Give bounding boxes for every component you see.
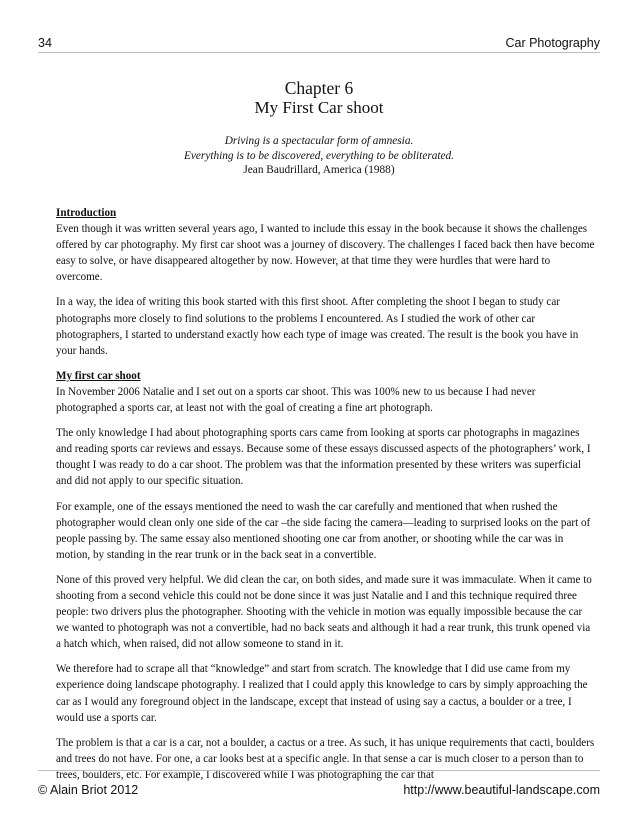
page-footer [38, 770, 600, 805]
paragraph: The problem is that a car is a car, not a boulder, a cactus or a tree. As such, it has unique requirements that cacti, boulders and trees do not have. For one, a car looks best at a specific angle. In that sense a car is much closer to a person than to trees, boulders, etc. For example, I discovered while I was photographing the car that [56, 736, 595, 781]
paragraph: Even though it was written several years ago, I wanted to include this essay in the book because it shows the challenges offered by car photography. My first car shoot was a journey of discovery. The challenges I faced back then have become easy to solve, or have disappeared altogether by now. However, at that time they were hurdles that were hard to overcome. [56, 223, 595, 284]
running-title: Car Photography [505, 36, 600, 50]
chapter-heading [0, 78, 638, 118]
page-number: 34 [38, 36, 52, 50]
epigraph-attribution: Jean Baudrillard, America (1988) [243, 164, 395, 176]
section-heading-first-car-shoot: My first car shoot [56, 369, 141, 382]
section-heading-introduction: Introduction [56, 207, 117, 219]
paragraph: We therefore had to scrape all that “knowledge” and start from scratch. The knowledge that I did use came from my experience doing landscape photography. I realized that I could apply this knowledge to cars by simply approaching the car as I would any foreground object in the landscape, except that instead of using say a cactus, a boulder or a tree, I would use a sports car. [56, 663, 588, 724]
paragraph: For example, one of the essays mentioned the need to wash the car carefully and mentioned that when rushed the photographer would clean only one side of the car –the side facing the camera—leading to surprised looks on the part of people passing by. The same essay also mentioned shooting one car from another, or shooting while the car was in motion, by standing in the rear trunk or in the back seat in a convertible. [56, 500, 591, 561]
page-header [38, 30, 600, 53]
paragraph: In a way, the idea of writing this book started with this first shoot. After completing the shoot I began to study car photographs more closely to find solutions to the problems I encountered. As I studied the work of other car photographers, I started to understand exactly how each type of image was created. The result is the book you have in your hands. [56, 296, 579, 357]
epigraph [0, 134, 638, 178]
chapter-title: My First Car shoot [254, 98, 384, 117]
epigraph-line-1: Driving is a spectacular form of amnesia. [224, 135, 414, 147]
copyright-notice: © Alain Briot 2012 [38, 783, 139, 797]
paragraph: The only knowledge I had about photographing sports cars came from looking at sports car photographs in magazines and reading sports car reviews and essays. Because some of these essays discussed aspects of the photographers’ work, I thought I was ready to do a car shoot. The problem was that the information presented by these writers was superficial and did not apply to our specific situation. [56, 427, 591, 488]
website-url: http://www.beautiful-landscape.com [403, 783, 600, 797]
chapter-label: Chapter 6 [284, 78, 354, 98]
body-text [56, 205, 596, 792]
paragraph: In November 2006 Natalie and I set out on a sports car shoot. This was 100% new to us because I had never photographed a sports car, at least not with the goal of creating a fine art photograph. [56, 385, 536, 415]
epigraph-line-2: Everything is to be discovered, everything to be obliterated. [184, 149, 454, 162]
paragraph: None of this proved very helpful. We did clean the car, on both sides, and made sure it was immaculate. When it came to shooting from a second vehicle this could not be done since it was just Natalie and I and this technique required three people: two drivers plus the photographer. Shooting with the vehicle in motion was equally impossible because the car we wanted to photograph was not a convertible, had no back seats and although it had a rear trunk, this trunk opened via a hatch which, when raised, did not allow someone to stand in it. [56, 573, 592, 651]
